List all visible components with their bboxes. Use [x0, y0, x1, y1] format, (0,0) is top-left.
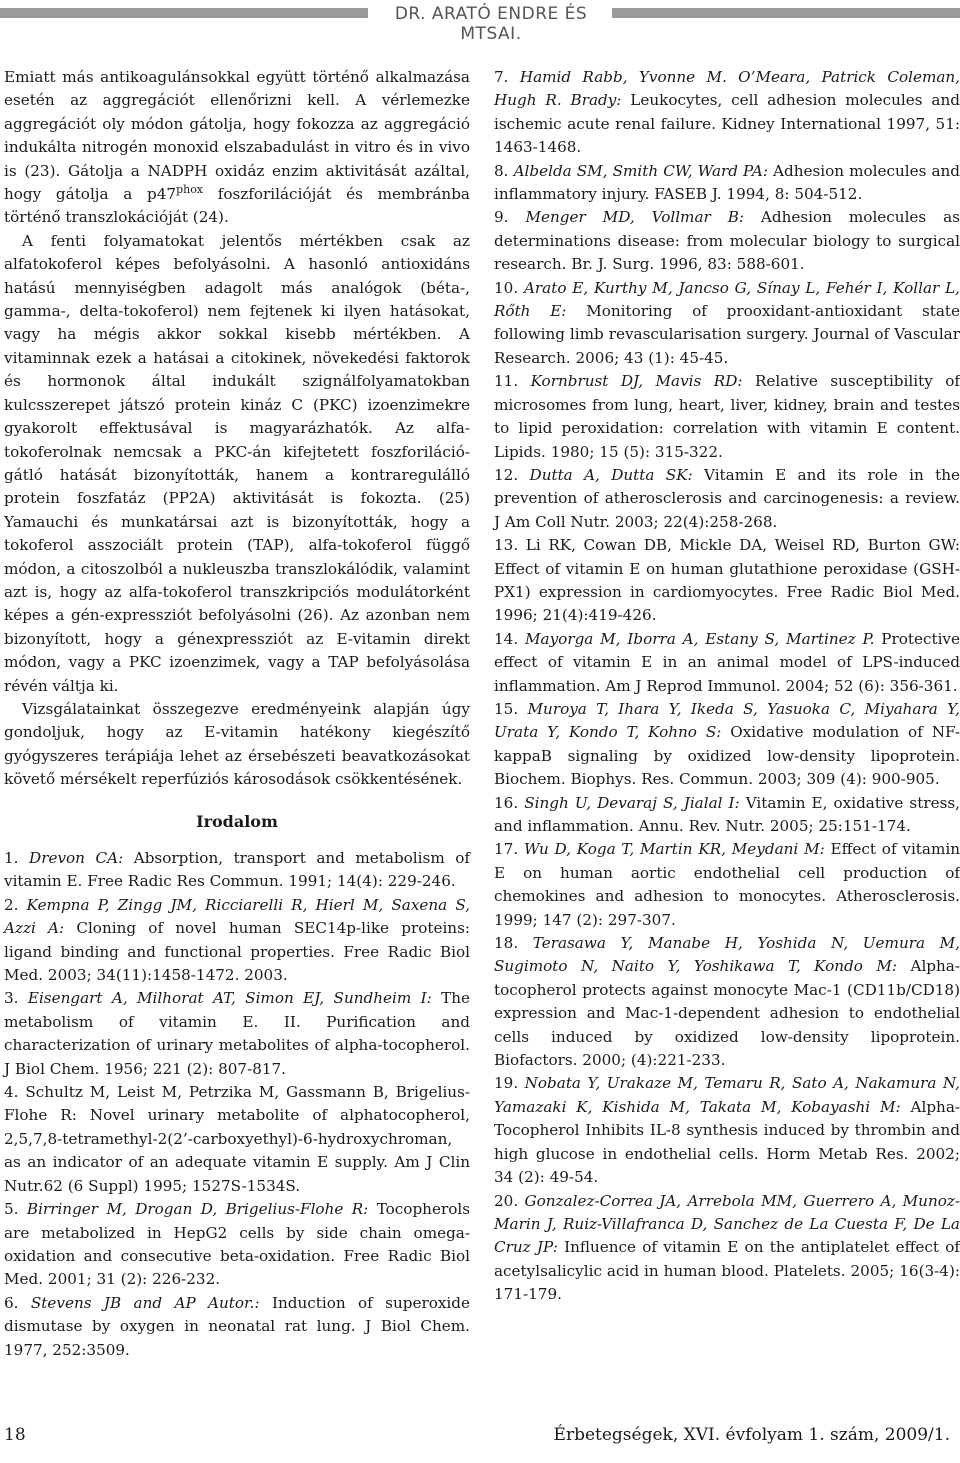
journal-footer: Érbetegségek, XVI. évfolyam 1. szám, 2009/1.: [553, 1425, 950, 1445]
reference-text: Influence of vitamin E on the antiplatelet effect of acetylsalicylic acid in human blood. Platelets. 2005; 16(3-4): 171-179.: [494, 1238, 960, 1304]
body-paragraph-3: Vizsgálatainkat összegezve eredményeink alapján úgy gondoljuk, hogy az E-vitamin hatékony kiegészítő gyógyszeres terápiája lehet az érsebészeti beavatkozásokat követő mérsékelt reperfúziós károsodások csökkentésének.: [4, 699, 470, 789]
reference-number: 7.: [494, 68, 509, 86]
reference-item: [494, 277, 960, 371]
reference-text: Alpha-tocopherol protects against monocyte Mac-1 (CD11b/CD18) expression and Mac-1-dependent adhesion to endothelial cells induced by oxidized low-density lipoprotein. Biofactors. 2000; (4):221-233.: [494, 957, 960, 1070]
reference-number: 15.: [494, 699, 519, 718]
reference-item: [494, 160, 960, 207]
reference-authors: Menger MD, Vollmar B:: [525, 208, 744, 227]
reference-number: 20.: [494, 1191, 519, 1210]
reference-authors: Gonzalez-Correa JA, Arrebola MM, Guerrero A, Munoz-Marin J, Ruiz-Villafranca D, Sanchez de La Cuesta F, De La Cruz JP:: [494, 1191, 960, 1257]
reference-number: 6.: [4, 1293, 19, 1312]
reference-number: 12.: [494, 465, 519, 484]
reference-number: 11.: [494, 372, 519, 391]
reference-authors: Wu D, Koga T, Martin KR, Meydani M:: [523, 840, 825, 859]
reference-number: 2.: [4, 895, 19, 914]
reference-number: 4.: [4, 1083, 19, 1102]
reference-item: [4, 1292, 470, 1362]
reference-item: [494, 698, 960, 792]
reference-item: [494, 792, 960, 839]
reference-number: 16.: [494, 793, 519, 812]
reference-item: [494, 838, 960, 932]
reference-item: [4, 1081, 470, 1198]
reference-number: 8.: [494, 161, 509, 180]
reference-number: 10.: [494, 278, 519, 297]
reference-authors: Mayorga M, Iborra A, Estany S, Martinez P.: [524, 629, 875, 648]
reference-item: [494, 370, 960, 464]
reference-text: Oxidative modulation of NF-kappaB signaling by oxidized low-density lipoprotein. Biochem. Biophys. Res. Commun. 2003; 309 (4): 900-905.: [494, 723, 960, 789]
page-number: 18: [4, 1425, 26, 1445]
reference-text: Cloning of novel human SEC14p-like proteins: ligand binding and functional properties. Free Radic Biol Med. 2003; 34(11):1458-1472. 2003.: [4, 919, 470, 985]
reference-item: [4, 894, 470, 988]
reference-item: [494, 534, 960, 628]
reference-authors: Birringer M, Drogan D, Brigelius-Flohe R:: [26, 1200, 369, 1219]
reference-authors: Muroya T, Ihara Y, Ikeda S, Yasuoka C, Miyahara Y, Urata Y, Kondo T, Kohno S:: [494, 699, 960, 742]
reference-authors: Stevens JB and AP Autor.:: [30, 1293, 260, 1312]
reference-number: 9.: [494, 208, 509, 227]
header-rule-left: [0, 8, 368, 18]
reference-item: [4, 987, 470, 1081]
reference-authors: Albelda SM, Smith CW, Ward PA:: [513, 161, 768, 180]
reference-text: Relative susceptibility of microsomes from lung, heart, liver, kidney, brain and testes to lipid peroxidation: correlation with vitamin E content. Lipids. 1980; 15 (5): 315-322.: [494, 372, 960, 461]
reference-text: Vitamin E, oxidative stress, and inflammation. Annu. Rev. Nutr. 2005; 25:151-174.: [494, 793, 960, 835]
reference-authors: Nobata Y, Urakaze M, Temaru R, Sato A, Nakamura N, Yamazaki K, Kishida M, Takata M, Kobayashi M:: [494, 1074, 960, 1116]
reference-authors: Drevon CA:: [29, 849, 124, 867]
reference-number: 5.: [4, 1200, 19, 1219]
reference-authors: Arato E, Kurthy M, Jancso G, Sínay L, Fehér I, Kollar L, Rőth E:: [494, 278, 960, 321]
body-paragraph-1: Emiatt más antikoagulánsokkal együtt történő alkalmazása esetén az aggregációt ellenőrizni kell. A vérlemezke aggregációt oly módon gátolja, hogy fokozza az aggregáció indukálta nitrogén monoxid elszabadulást in vitro és in vivo is (23). Gátolja a NADPH oxidáz enzim aktivitását azáltal, hogy gátolja a $p47^{phox}$ foszforilációját és membránba történő transzlokációját (24).: [4, 68, 470, 227]
reference-number: 17.: [494, 840, 519, 859]
reference-text: Adhesion molecules and inflammatory injury. FASEB J. 1994, 8: 504-512.: [494, 161, 960, 204]
reference-text: The metabolism of vitamin E. II. Purification and characterization of urinary metabolites of alpha-tocopherol. J Biol Chem. 1956; 221 (2): 807-817.: [4, 989, 470, 1078]
reference-authors: Eisengart A, Milhorat AT, Simon EJ, Sundheim I:: [27, 989, 432, 1008]
reference-text: Adhesion molecules as determinations disease: from molecular biology to surgical research. Br. J. Surg. 1996, 83: 588-601.: [494, 208, 960, 274]
reference-authors: Singh U, Devaraj S, Jialal I:: [524, 793, 740, 812]
reference-text: Li RK, Cowan DB, Mickle DA, Weisel RD, Burton GW: Effect of vitamin E on human glutathione peroxidase (GSH-PX1) expression in cardiomyocytes. Free Radic Biol Med. 1996; 21(4):419-426.: [494, 536, 960, 625]
superscript-phox: phox: [176, 182, 204, 196]
reference-list-left: [4, 847, 470, 1362]
reference-authors: Terasawa Y, Manabe H, Yoshida N, Uemura M, Sugimoto N, Naito Y, Yoshikawa T, Kondo M:: [494, 934, 960, 976]
reference-text: Leukocytes, cell adhesion molecules and ischemic acute renal failure. Kidney International 1997, 51: 1463-1468.: [494, 91, 960, 157]
reference-authors: Hamid Rabb, Yvonne M. O’Meara, Patrick Coleman, Hugh R. Brady:: [494, 68, 960, 110]
reference-text: Effect of vitamin E on human aortic endothelial cell production of chemokines and adhesion to monocytes. Atherosclerosis. 1999; 147 (2): 297-307.: [494, 840, 960, 929]
reference-text: Induction of superoxide dismutase by oxygen in neonatal rat lung. J Biol Chem. 1977, 252:3509.: [4, 1293, 471, 1359]
reference-item: [494, 1190, 960, 1307]
body-paragraph-2: A fenti folyamatokat jelentős mértékben csak az alfatokoferol képes befolyásolni. A hasonló antioxidáns hatású mennyiségben adagolt más analógok (béta-, gamma-, delta-tokoferol) nem fejtenek ki ilyen hatásokat, vagy ha mégis akkor sokkal kisebb mértékben. A vitaminnak ezek a hatásai a citokinek, növekedési faktorok és hormonok által indukált szignálfolyamatokban kulcsszerepet játszó protein kináz C (PKC) izoenzimekre gyakorolt effektusával is magyarázhatók. Az alfa-tokoferolnak nemcsak a PKC-án kifejtetett foszforiláció-gátló hatását bizonyították, hanem a kontraregulálló protein foszfatáz (PP2A) aktivitását is fokozta. (25) Yamauchi és munkatársai azt is bizonyították, hogy a tokoferol asszociált protein (TAP), alfa-tokoferol függő módon, a citoszolból a nukleuszba transzlokálódik, valamint azt is, hogy az alfa-tokoferol transzkripciós modulátorként képes a gén-expressziót befolyásolni (26). Az azonban nem bizonyított, hogy a génexpressziót az E-vitamin direkt módon, vagy a PKC izoenzimek, vagy a TAP befolyásolása révén váltja ki.: [4, 231, 470, 695]
reference-text: Monitoring of prooxidant-antioxidant state following limb revascularisation surgery. Journal of Vascular Research. 2006; 43 (1): 45-45.: [494, 302, 960, 367]
reference-item: [494, 206, 960, 276]
reference-item: [4, 847, 470, 894]
reference-authors: Dutta A, Dutta SK:: [529, 465, 693, 484]
reference-item: [494, 932, 960, 1072]
reference-authors: Kornbrust DJ, Mavis RD:: [530, 372, 743, 391]
reference-text: Tocopherols are metabolized in HepG2 cells by side chain omega-oxidation and consecutive beta-oxidation. Free Radic Biol Med. 2001; 31 (2): 226-232.: [4, 1200, 471, 1289]
reference-item: [494, 464, 960, 534]
reference-authors: Kempna P, Zingg JM, Ricciarelli R, Hierl M, Saxena S, Azzi A:: [4, 895, 471, 938]
reference-number: 13.: [494, 536, 519, 555]
references-heading: Irodalom: [196, 811, 278, 831]
reference-text: Schultz M, Leist M, Petrzika M, Gassmann B, Brigelius-Flohe R: Novel urinary metabolite of alphatocopherol, 2,5,7,8-tetramethyl-2(2’-carboxyethyl)-6-hydroxychroman, as an indicator of an adequate vitamin E supply. Am J Clin Nutr.62 (6 Suppl) 1995; 1527S-1534S.: [4, 1083, 471, 1195]
reference-text: Absorption, transport and metabolism of vitamin E. Free Radic Res Commun. 1991; 14(4): 229-246.: [4, 849, 471, 891]
right-column: [494, 66, 960, 1307]
reference-number: 3.: [4, 989, 19, 1008]
reference-number: 1.: [4, 849, 19, 867]
reference-number: 14.: [494, 629, 519, 648]
left-column: [4, 66, 470, 1362]
reference-text: Protective effect of vitamin E in an animal model of LPS-induced inflammation. Am J Reprod Immunol. 2004; 52 (6): 356-361.: [494, 629, 960, 695]
reference-number: 18.: [494, 934, 519, 953]
reference-text: Alpha-Tocopherol Inhibits IL-8 synthesis induced by thrombin and high glucose in endothelial cells. Horm Metab Res. 2002; 34 (2): 49-54.: [494, 1097, 960, 1187]
running-header: DR. ARATÓ ENDRE ÉS MTSAI.: [394, 4, 588, 44]
reference-number: 19.: [494, 1074, 519, 1093]
reference-text: Vitamin E and its role in the prevention of atherosclerosis and carcinogenesis: a review. J Am Coll Nutr. 2003; 22(4):258-268.: [494, 465, 960, 531]
reference-item: [494, 1072, 960, 1189]
reference-item: [4, 1198, 470, 1292]
header-rule-right: [612, 8, 960, 18]
reference-item: [494, 66, 960, 160]
reference-list-right: [494, 66, 960, 1307]
reference-item: [494, 628, 960, 698]
